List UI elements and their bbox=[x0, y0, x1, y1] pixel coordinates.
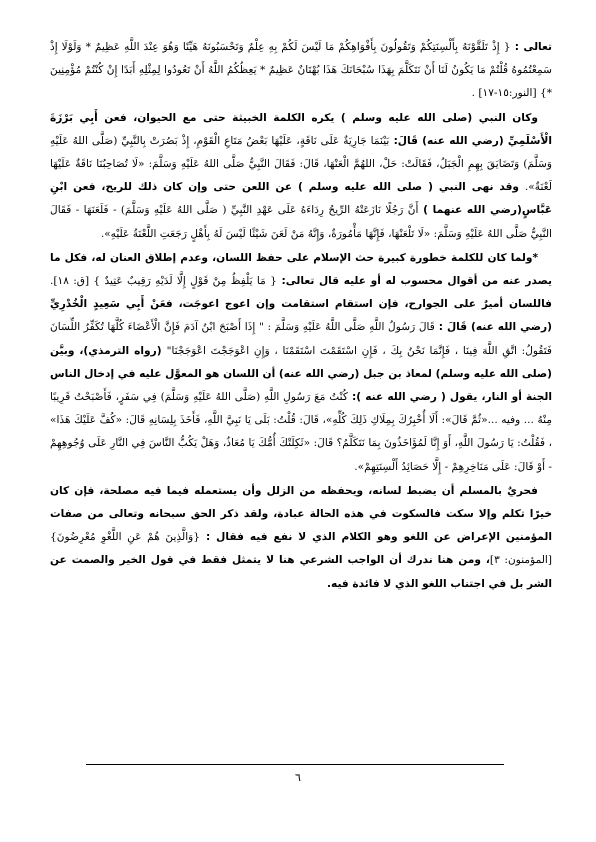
body-text bbox=[50, 36, 552, 597]
text-segment: *ولما كان للكلمة خطورة كبيرة حث الإسلام على حفظ اللسان، وعدم إطلاق العنان له، فكل ما يصدر عنه من أقوال محسوب له أو عليه قال تعالى: bbox=[50, 251, 552, 288]
text-segment: ، ومن هنا ندرك أن الواجب الشرعي هنا لا يتمثل فقط في قول الخير والصمت عن الشر بل في اجتناب اللغو الذي لا فائدة فيه. bbox=[50, 554, 552, 590]
quran-verse: {وَالَّذِينَ هُمْ عَنِ اللَّغْوِ مُعْرِضُونَ} [المؤمنون: ٣] bbox=[50, 531, 552, 567]
text-segment: وكان النبي (صلى الله عليه وسلم ) يكره الكلمة الخبيثة حتى مع الحيوان، فعن أَبِي بَرْزَةَ الْأَسْلَمِيِّ (رضي الله عنه) قَالَ: bbox=[50, 111, 552, 147]
hadith-quote: أَنَّ رَجُلًا نَازَعَتْهُ الرِّيحُ رِدَاءَهُ عَلَى عَهْدِ النَّبِيِّ ( صَلَّى اللهُ عَلَيْهِ وَسَلَّمَ) - فَلَعَنَهَا - فَقَالَ النَّبِيُّ صَلَّى اللهُ عَلَيْهِ وَسَلَّمَ: «لَا تَلْعَنْهَا، فَإِنَّهَا مَأْمُورَةٌ، وَإِنَّهُ مَنْ لَعَنَ شَيْئًا لَيْسَ لَهُ بِأَهْلٍ رَجَعَتِ اللَّعْنَةُ عَلَيْهِ». bbox=[50, 204, 552, 240]
page-number: ٦ bbox=[295, 771, 301, 784]
text-segment: فاللسان أميرٌ على الجوارح، فإن استقام استقامت وإن اعوج اعوجَت، فعَنْ أَبِي سَعِيدٍ الْخُدْرِيِّ (رضي الله عنه) قَالَ : bbox=[50, 298, 552, 334]
text-segment: تعالى : bbox=[510, 41, 552, 53]
paragraph-quran-an-nur bbox=[50, 36, 552, 106]
paragraph-conclusion bbox=[50, 480, 552, 596]
text-segment: وقد نهى النبي ( صلى الله عليه وسلم ) عن اللعن حتى وإن كان ذلك للريح، فعن ابْنِ عَبَّاسٍ(رضي الله عنهما ) bbox=[50, 181, 553, 217]
paragraph-guarding-tongue bbox=[50, 247, 552, 479]
text-segment: فحريٌ بالمسلم أن يضبط لسانه، ويحفظه من الزلل وأن يستعمله فيما فيه مصلحة، فإن كان خيرًا تكلم وإلا سكت فالسكوت في هذه الحالة عبادة، ولقد ذكر الحق سبحانه وتعالى من صفات المؤمنين الإعراض عن اللغو وهو الكلام الذي لا نفع فيه فقال : bbox=[50, 484, 552, 544]
quran-verse: { إِذْ تَلَقَّوْنَهُ بِأَلْسِنَتِكُمْ وَتَقُولُونَ بِأَفْوَاهِكُمْ مَا لَيْسَ لَكُمْ بِهِ عِلْمٌ وَتَحْسَبُونَهُ هَيِّنًا وَهُوَ عِنْدَ اللَّهِ عَظِيمٌ * وَلَوْلَا إِذْ سَمِعْتُمُوهُ قُلْتُمْ مَا يَكُونُ لَنَا أَنْ نَتَكَلَّمَ بِهَذَا سُبْحَانَكَ هَذَا بُهْتَانٌ عَظِيمٌ * يَعِظُكُمُ اللَّهُ أَنْ تَعُودُوا لِمِثْلِهِ أَبَدًا إِنْ كُنْتُمْ مُؤْمِنِينَ *} [النور:١٥-١٧] . bbox=[50, 41, 552, 100]
hadith-quote: كُنْتُ مَعَ رَسُولِ اللَّهِ (صَلَّى اللهُ عَلَيْهِ وَسَلَّمَ) فِي سَفَرٍ، فَأَصْبَحْتُ قَرِيبًا مِنْهُ ... وفيه ...«ثُمَّ قَالَ»: أَلَا أُخْبِرُكَ بِمِلَاكِ ذَلِكَ كُلِّهِ»، قَالَ: قُلْتُ: بَلَى يَا نَبِيَّ اللَّهِ، فَأَخَذَ بِلِسَانِهِ قَالَ: «كُفَّ عَلَيْكَ هَذَا» ، فَقُلْتُ: يَا رَسُولَ اللَّهِ، أَوَ إِنَّا لَمُؤَاخَذُونَ بِمَا نَتَكَلَّمُ؟ قَالَ: «ثَكِلَتْكَ أُمُّكَ يَا مُعَاذُ، وَهَلْ يَكُبُّ النَّاسَ فِي النَّارِ عَلَى وُجُوهِهِمْ - أَوْ قَالَ: عَلَى مَنَاخِرِهِمْ - إِلَّا حَصَائِدُ أَلْسِنَتِهِمْ». bbox=[50, 391, 552, 473]
quran-verse: { مَا يَلْفِظُ مِنْ قَوْلٍ إِلَّا لَدَيْهِ رَقِيبٌ عَتِيدٌ } [ق: ١٨]. bbox=[50, 275, 277, 288]
hadith-quote: بَيْنَمَا جَارِيَةٌ عَلَى نَاقَةٍ، عَلَيْهَا بَعْضُ مَتَاعِ الْقَوْمِ، إِذْ بَصُرَتْ بِالنَّبِيِّ (صَلَّى اللهُ عَلَيْهِ وَسَلَّمَ) وَتَضَايَقَ بِهِمِ الْجَبَلُ، فَقَالَتْ: حَلْ، اللهُمَّ الْعَنْهَا، قَالَ: فَقَالَ النَّبِيُّ صَلَّى اللهُ عَلَيْهِ وَسَلَّمَ: «لَا تُصَاحِبُنَا نَاقَةٌ عَلَيْهَا لَعْنَةٌ». bbox=[50, 134, 552, 194]
footer-divider bbox=[86, 764, 504, 765]
text-segment: (رواه الترمذي)، وبيَّن (صلى الله عليه وسلم) لمعاذ بن جبل (رضي الله عنه) أن اللسان هو المعوَّل عليه في إدخال الناس الجنة أو النار، يقول ( رضي الله عنه ): bbox=[50, 344, 552, 404]
hadith-quote: قَالَ رَسُولُ اللَّهِ صَلَّى اللَّهُ عَلَيْهِ وَسَلَّمَ : " إِذَا أَصْبَحَ ابْنُ آدَمَ فَإِنَّ الْأَعْضَاءَ كُلَّهَا تُكَفِّرُ اللِّسَانَ فَتَقُولُ: اتَّقِ اللَّهَ فِينَا ، فَإِنَّمَا نَحْنُ بِكَ ، فَإِنِ اسْتَقَمْتَ اسْتَقَمْنَا ، وَإِنِ اعْوَجَجْتَ اعْوَجَجْنَا" bbox=[50, 321, 552, 357]
paragraph-cursing-animals bbox=[50, 107, 552, 246]
